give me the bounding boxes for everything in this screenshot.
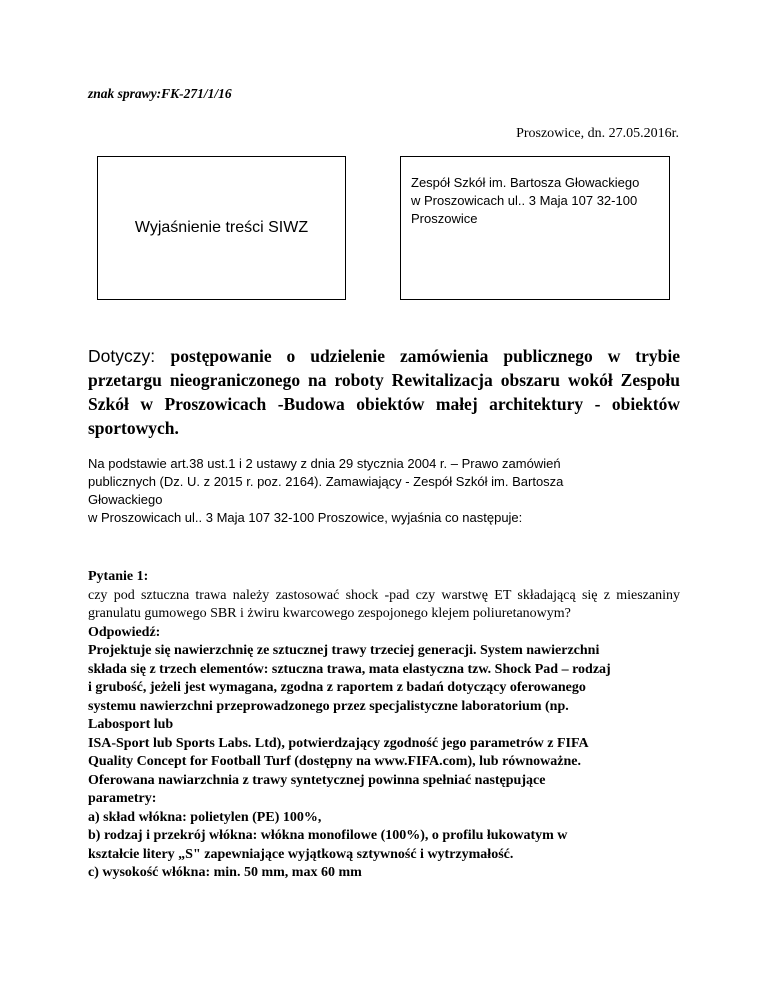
answer-line: i grubość, jeżeli jest wymagana, zgodna z raportem z badań dotyczący oferowanego — [88, 680, 586, 695]
answer-line: Labosport lub — [88, 717, 174, 732]
date-line: Proszowice, dn. 27.05.2016r. — [516, 126, 679, 141]
case-number: znak sprawy:FK-271/1/16 — [88, 86, 232, 101]
address-box — [400, 156, 670, 300]
intro-line: Głowackiego — [88, 492, 163, 507]
answer-line: systemu nawierzchni przeprowadzonego przez specjalistyczne laboratorium (np. — [88, 698, 569, 714]
answer-line: Quality Concept for Football Turf (dostępny na www.FIFA.com), lub równoważne. — [88, 754, 582, 769]
intro-line: Na podstawie art.38 ust.1 i 2 ustawy z dnia 29 stycznia 2004 r. – Prawo zamówień — [88, 456, 561, 471]
intro-line: publicznych (Dz. U. z 2015 r. poz. 2164). Zamawiający - Zespół Szkół im. Bartosza — [88, 474, 564, 489]
answer-line: c) wysokość włókna: min. 50 mm, max 60 mm — [88, 865, 362, 880]
answer-line: ISA-Sport lub Sports Labs. Ltd), potwierdzający zgodność jego parametrów z FIFA — [88, 735, 589, 751]
question-text: czy pod sztuczna trawa należy zastosować shock -pad czy warstwę ET składającą się z mieszaniny granulatu gumowego SBR i żwiru kwarcowego zespojonego klejem poliuretanowym? — [88, 587, 680, 621]
answer-body — [88, 642, 680, 883]
answer-line: Oferowana nawiarzchnia z trawy syntetycznej powinna spełniać następujące — [88, 772, 546, 788]
answer-label: Odpowiedź: — [88, 624, 161, 640]
answer-line: Projektuje się nawierzchnię ze sztucznej trawy trzeciej generacji. System nawierzchni — [88, 643, 600, 658]
title-box-text: Wyjaśnienie treści SIWZ — [134, 219, 309, 236]
intro-line: w Proszowicach ul.. 3 Maja 107 32-100 Proszowice, wyjaśnia co następuje: — [88, 510, 523, 525]
answer-line: parametry: — [88, 791, 157, 806]
subject-label: Dotyczy: — [88, 346, 171, 366]
subject-content: postępowanie o udzielenie zamówienia publicznego w trybie przetargu nieograniczonego na roboty Rewitalizacja obszaru wokół Zespołu Szkół w Proszowicach -Budowa obiektów małej architektury - obiektów sportowych. — [88, 346, 680, 438]
question-label: Pytanie 1: — [88, 569, 149, 584]
qa-section — [88, 568, 680, 883]
address-line: w Proszowicach ul.. 3 Maja 107 32-100 — [411, 193, 638, 208]
answer-line: składa się z trzech elementów: sztuczna trawa, mata elastyczna tzw. Shock Pad – rodzaj — [88, 661, 611, 677]
intro-paragraph — [88, 455, 648, 527]
subject-paragraph — [88, 344, 680, 440]
answer-line: kształcie litery „S" zapewniające wyjątkową sztywność i wytrzymałość. — [88, 846, 514, 862]
address-line: Zespół Szkół im. Bartosza Głowackiego — [411, 175, 640, 190]
address-line: Proszowice — [411, 211, 478, 226]
answer-line: b) rodzaj i przekrój włókna: włókna monofilowe (100%), o profilu łukowatym w — [88, 828, 568, 843]
title-box — [97, 156, 346, 300]
answer-line: a) skład włókna: polietylen (PE) 100%, — [88, 809, 322, 825]
